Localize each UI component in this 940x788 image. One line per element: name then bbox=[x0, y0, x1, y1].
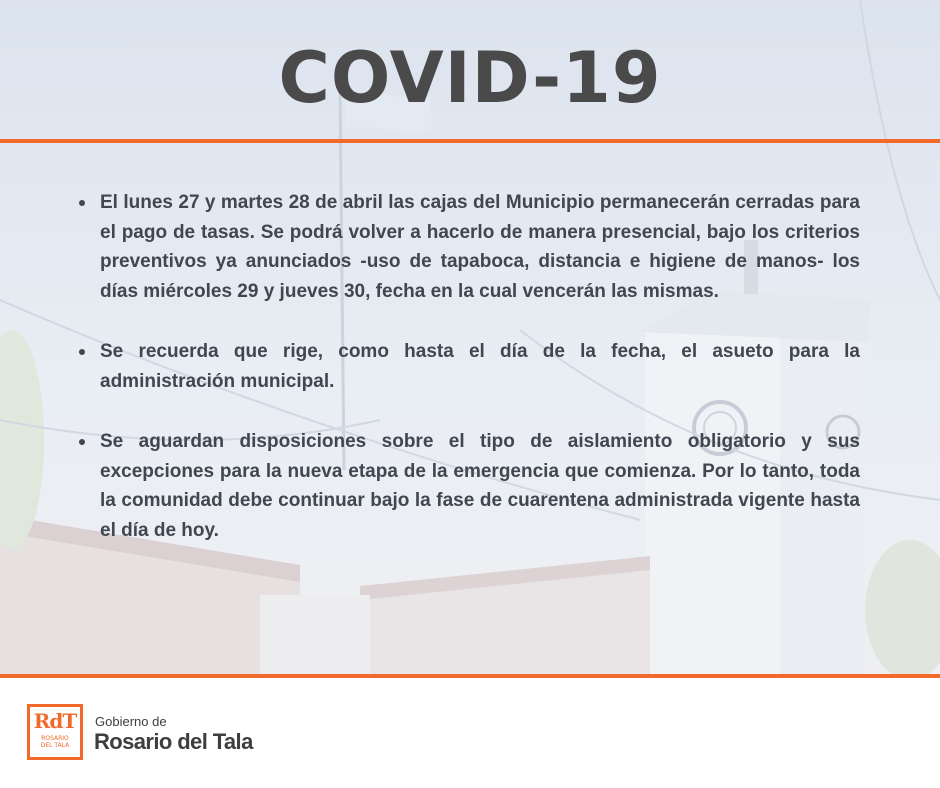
bullet-dot-icon bbox=[79, 349, 85, 355]
list-item-text: Se recuerda que rige, como hasta el día de la fecha, el asueto para la administración municipal. bbox=[100, 341, 860, 392]
bullet-dot-icon bbox=[79, 200, 85, 206]
bullet-list bbox=[74, 188, 860, 545]
logo-mark: RdT bbox=[33, 709, 77, 733]
list-item-text: Se aguardan disposiciones sobre el tipo de aislamiento obligatorio y sus excepciones para la nueva etapa de la emergencia que comienza. Por lo tanto, toda la comunidad debe continuar bajo la fase de cuarentena administrada vigente hasta el día de hoy. bbox=[100, 431, 860, 541]
footer bbox=[0, 678, 940, 788]
org-prefix: Gobierno de bbox=[95, 714, 167, 729]
list-item bbox=[74, 427, 860, 545]
page-title: COVID-19 bbox=[278, 37, 662, 119]
bullet-dot-icon bbox=[79, 439, 85, 445]
logo-line-1: ROSARIO bbox=[41, 735, 69, 742]
municipality-logo bbox=[27, 704, 83, 760]
list-item bbox=[74, 337, 860, 396]
top-divider bbox=[0, 139, 940, 143]
org-name: Rosario del Tala bbox=[94, 729, 253, 754]
list-item-text: El lunes 27 y martes 28 de abril las cajas del Municipio permanecerán cerradas para el pago de tasas. Se podrá volver a hacerlo de manera presencial, bajo los criterios preventivos ya anunciados -uso de tapaboca, distancia e higiene de manos- los días miércoles 29 y jueves 30, fecha en la cual vencerán las mismas. bbox=[100, 192, 860, 302]
logo-line-2: DEL TALA bbox=[40, 742, 70, 749]
list-item bbox=[74, 188, 860, 306]
